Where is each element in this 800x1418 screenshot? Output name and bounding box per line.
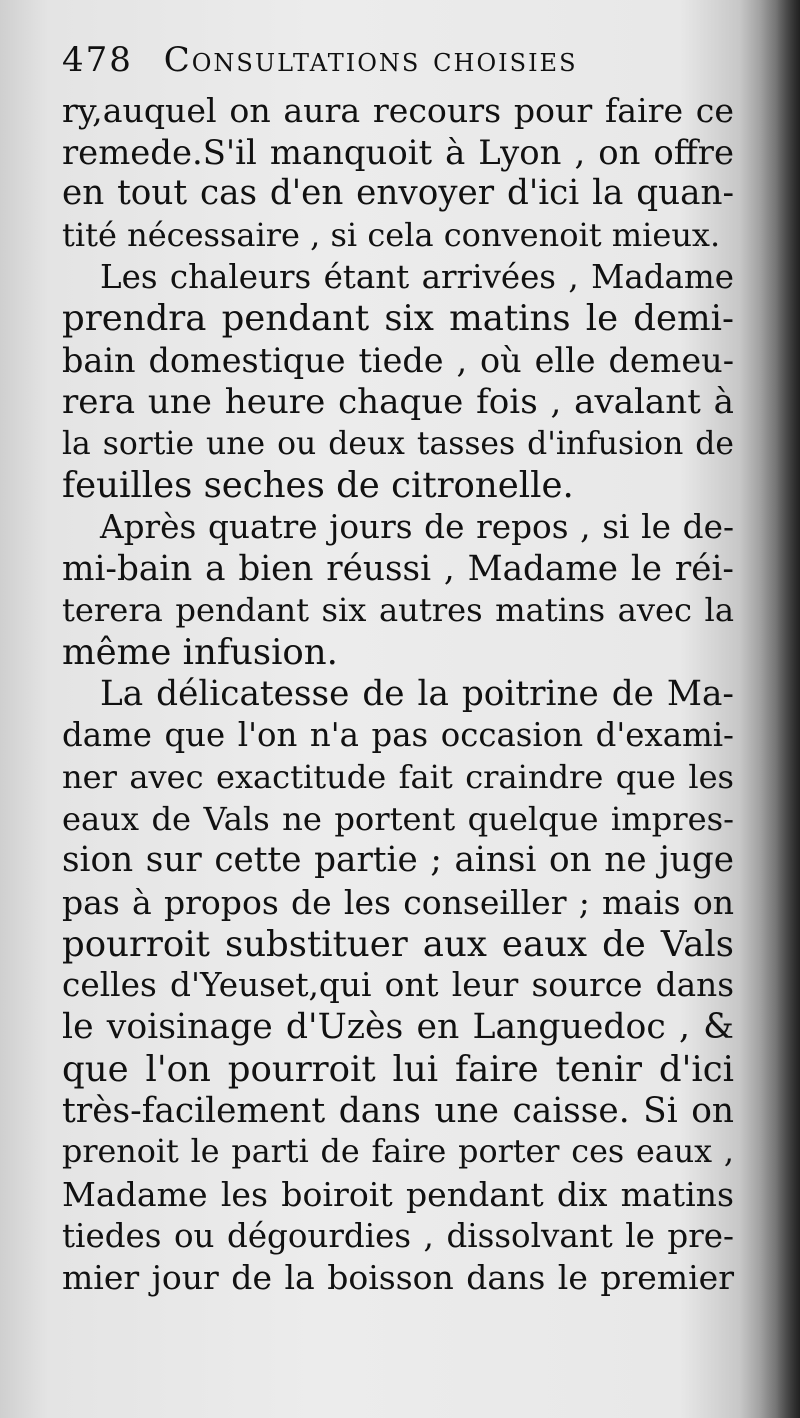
- text-line: La délicatesse de la poitrine de Ma-: [100, 673, 734, 714]
- text-line: même infusion.: [62, 631, 338, 673]
- text-line: celles d'Yeuset,qui ont leur source dans: [62, 966, 734, 1005]
- text-line: mier jour de la boisson dans le premier: [62, 1258, 734, 1298]
- text-line: en tout cas d'en envoyer d'ici la quan-: [62, 173, 734, 214]
- text-line: tiedes ou dégourdies , dissolvant le pre-: [62, 1216, 734, 1255]
- text-line: Après quatre jours de repos , si le de-: [100, 507, 734, 546]
- text-line: prendra pendant six matins le demi-: [62, 298, 734, 340]
- text-line: tité nécessaire , si cela convenoit mieux.: [62, 216, 721, 255]
- text-line: ry,auquel on aura recours pour faire ce: [62, 91, 734, 130]
- text-line: remede.S'il manquoit à Lyon , on offre: [62, 132, 734, 172]
- text-line: la sortie une ou deux tasses d'infusion de: [62, 425, 734, 462]
- text-line: que l'on pourroit lui faire tenir d'ici: [62, 1048, 734, 1090]
- text-line: pourroit substituer aux eaux de Vals: [62, 923, 734, 965]
- text-line: mi-bain a bien réussi , Madame le réi-: [62, 548, 734, 589]
- text-line: pas à propos de les conseiller ; mais on: [62, 883, 734, 923]
- running-header: [62, 40, 742, 90]
- page-edge-shadow: [740, 0, 800, 1418]
- text-line: terera pendant six autres matins avec la: [62, 591, 734, 630]
- text-line: dame que l'on n'a pas occasion d'exami-: [62, 716, 734, 755]
- text-line: très-facilement dans une caisse. Si on: [62, 1090, 734, 1131]
- text-line: Les chaleurs étant arrivées , Madame: [100, 257, 734, 296]
- text-line: ner avec exactitude fait craindre que les: [62, 758, 734, 796]
- text-line: prenoit le parti de faire porter ces eaux ,: [62, 1134, 734, 1171]
- page-number: 478: [62, 40, 133, 80]
- text-line: Madame les boiroit pendant dix matins: [62, 1174, 734, 1214]
- text-line: le voisinage d'Uzès en Languedoc , &: [62, 1007, 734, 1048]
- text-line: sion sur cette partie ; ainsi on ne juge: [62, 840, 734, 881]
- running-title: Consultations choisies: [163, 40, 578, 80]
- text-line: eaux de Vals ne portent quelque impres-: [62, 799, 734, 838]
- text-line: bain domestique tiede , où elle demeu-: [62, 341, 734, 381]
- text-line: rera une heure chaque fois , avalant à: [62, 381, 734, 422]
- body-text: [62, 90, 734, 1299]
- text-line: feuilles seches de citronelle.: [62, 465, 574, 507]
